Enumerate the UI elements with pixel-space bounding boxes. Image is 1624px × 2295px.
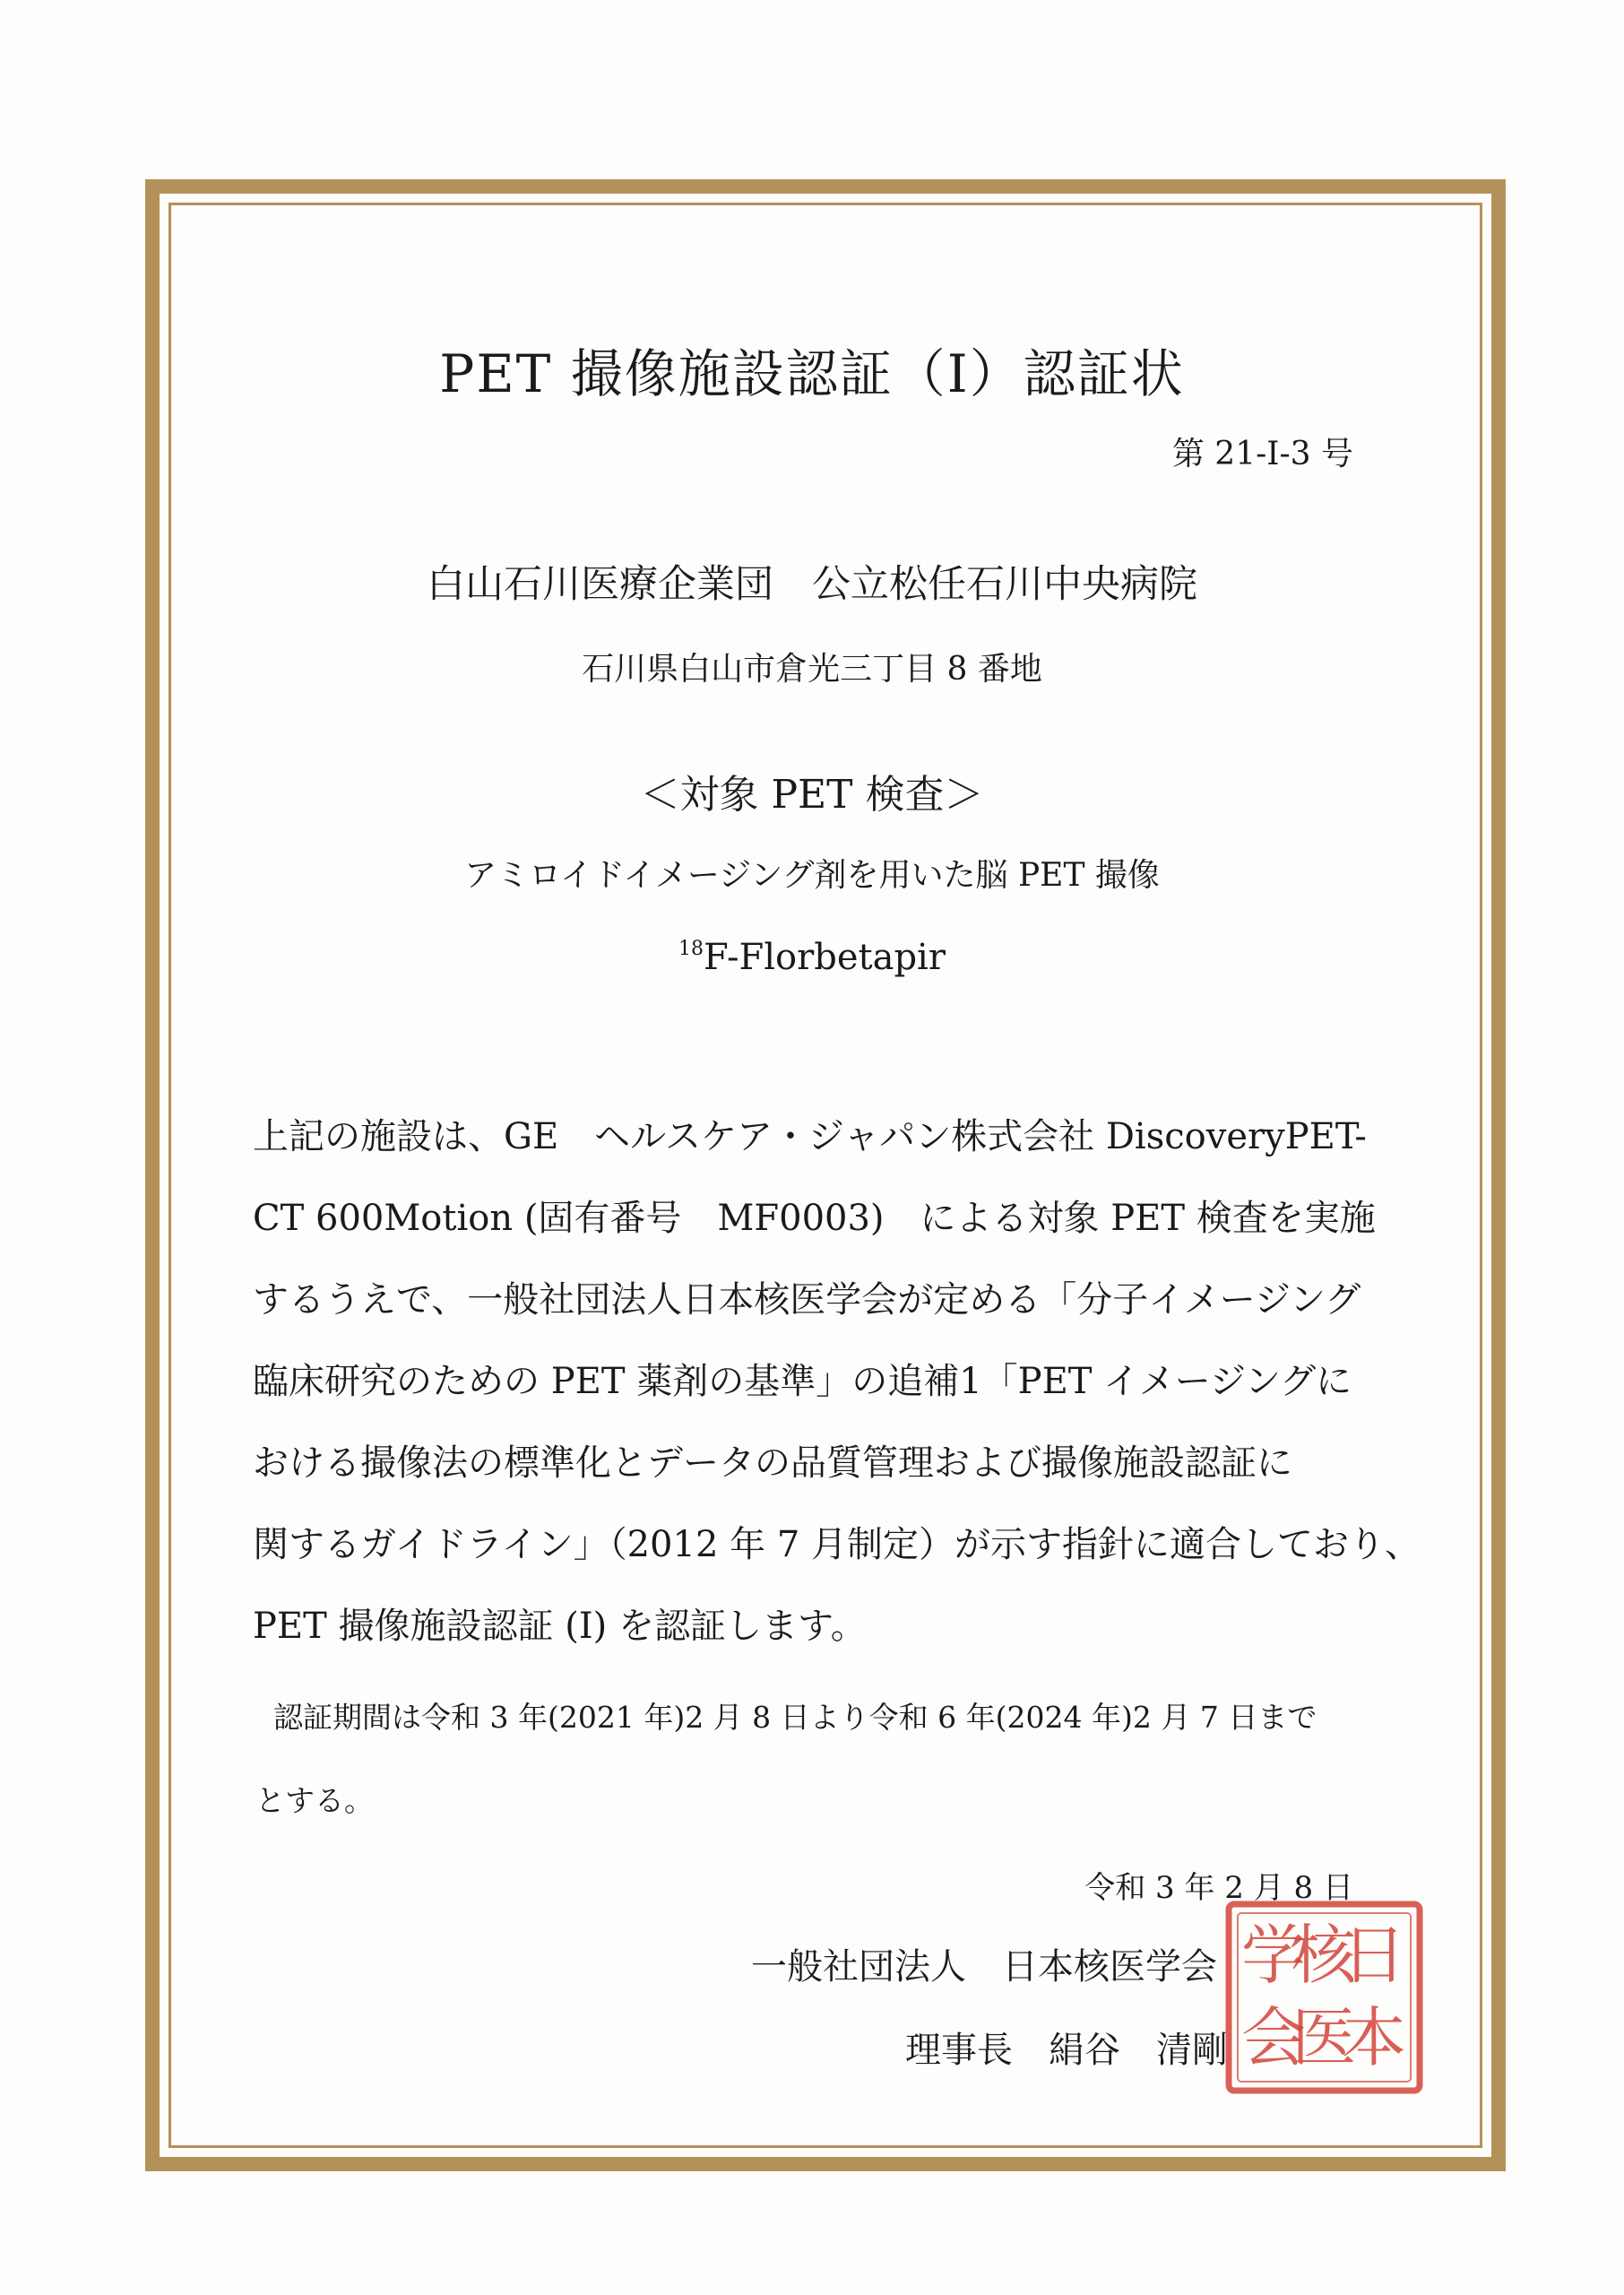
exam-heading: ＜対象 PET 検査＞ bbox=[640, 772, 984, 818]
certificate-number: 第 21-I-3 号 bbox=[1171, 436, 1353, 472]
president-name: 理事長 絹谷 清剛 bbox=[905, 2030, 1228, 2071]
tracer-name bbox=[0, 937, 1624, 978]
seal-character: 学 bbox=[1240, 1918, 1307, 1993]
body-line: 上記の施設は、GE ヘルスケア・ジャパン株式会社 DiscoveryPET- bbox=[253, 1116, 1367, 1157]
body-line: おける撮像法の標準化とデータの品質管理および撮像施設認証に bbox=[253, 1442, 1292, 1484]
body-line: するうえで、一般社団法人日本核医学会が定める「分子イメージング bbox=[253, 1279, 1361, 1321]
body-line: CT 600Motion (固有番号 MF0003) による対象 PET 検査を実施 bbox=[253, 1198, 1376, 1239]
seal-character: 会 bbox=[1240, 2000, 1307, 2075]
seal-character: 核 bbox=[1291, 1918, 1357, 1993]
exam-description: アミロイドイメージング剤を用いた脳 PET 撮像 bbox=[464, 857, 1160, 894]
facility-address: 石川県白山市倉光三丁目 8 番地 bbox=[582, 651, 1042, 688]
body-line: 臨床研究のための PET 薬剤の基準」の追補1「PET イメージングに bbox=[253, 1361, 1352, 1402]
validity-period-end: とする。 bbox=[255, 1783, 374, 1818]
seal-character: 日 bbox=[1341, 1918, 1407, 1993]
certificate-inner-border bbox=[168, 203, 1482, 2148]
tracer-label: F-Florbetapir bbox=[704, 937, 946, 978]
tracer-mass-number: 18 bbox=[678, 938, 704, 960]
seal-character: 医 bbox=[1291, 2000, 1357, 2075]
certificate-title: PET 撮像施設認証（I）認証状 bbox=[439, 343, 1185, 404]
facility-name: 白山石川医療企業団 公立松任石川中央病院 bbox=[427, 562, 1197, 607]
seal-character: 本 bbox=[1341, 2000, 1407, 2075]
validity-period: 認証期間は令和 3 年(2021 年)2 月 8 日より令和 6 年(2024 年)2 月 7 日まで bbox=[273, 1700, 1317, 1735]
body-line: PET 撮像施設認証 (I) を認証します。 bbox=[253, 1606, 867, 1647]
body-line: 関するガイドライン」（2012 年 7 月制定）が示す指針に適合しており、 bbox=[253, 1524, 1421, 1565]
society-seal-stamp bbox=[1223, 1899, 1425, 2096]
issuer-name: 一般社団法人 日本核医学会 bbox=[751, 1946, 1217, 1988]
issue-date: 令和 3 年 2 月 8 日 bbox=[1084, 1870, 1353, 1906]
